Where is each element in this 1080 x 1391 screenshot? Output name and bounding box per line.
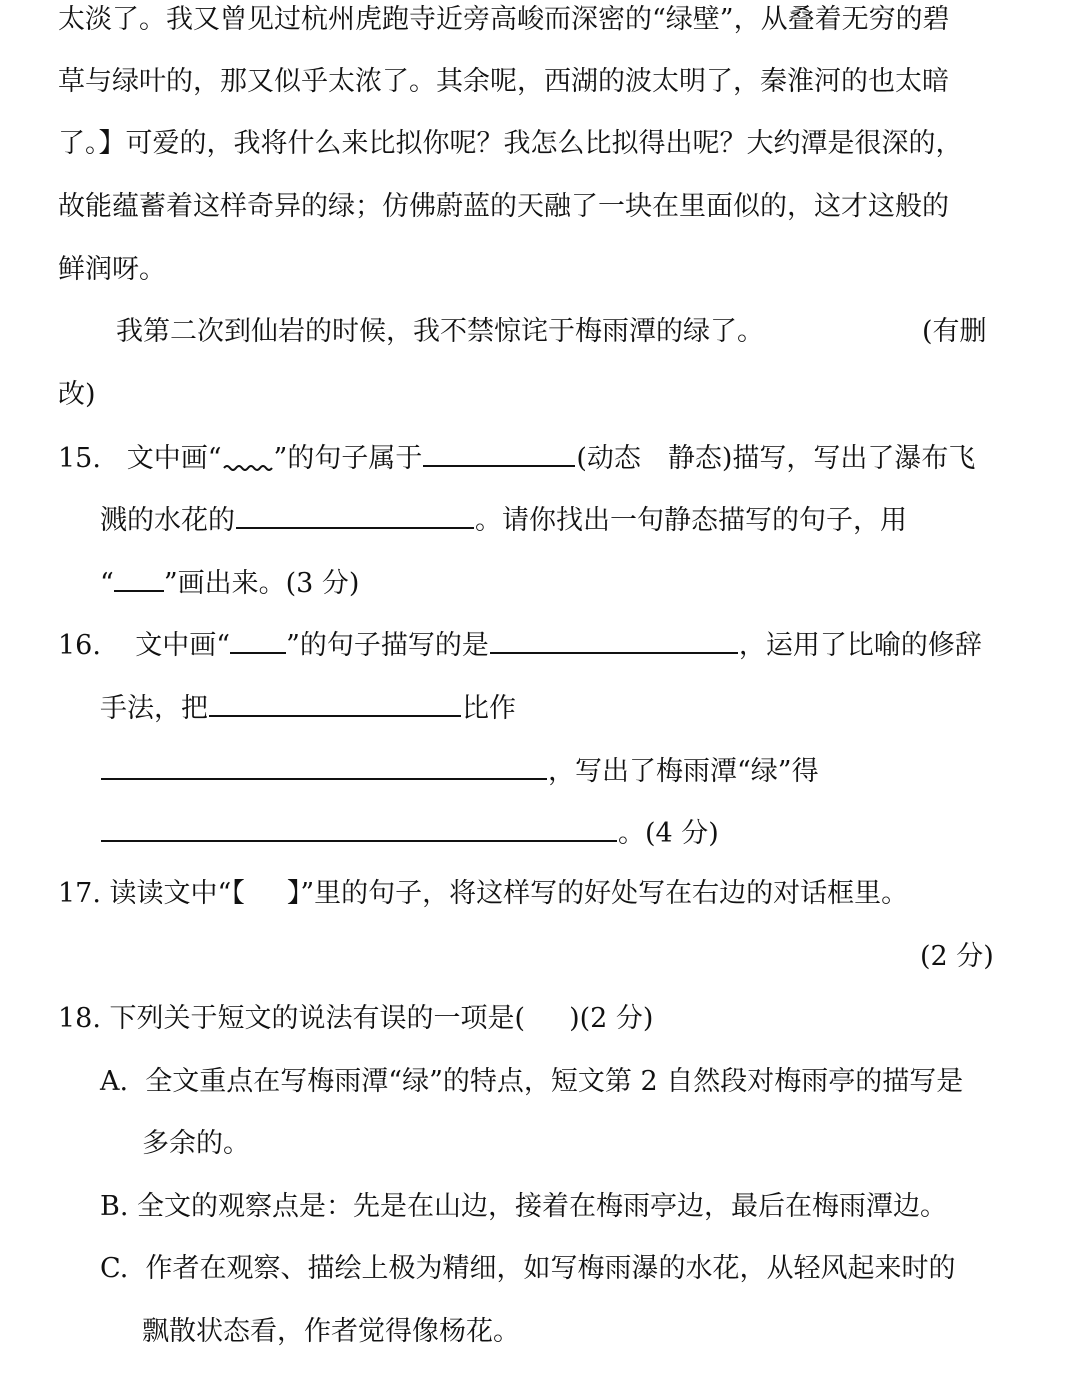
passage-line-4: 故能蕴蓄着这样奇异的绿；仿佛蔚蓝的天融了一块在里面似的，这才这般的 — [58, 191, 949, 222]
passage-note-end: 改) — [58, 379, 96, 410]
question-text: (动态 静态)描写，写出了瀑布飞 — [576, 443, 976, 474]
question-text: ，运用了比喻的修辞 — [738, 630, 982, 661]
answer-blank[interactable] — [101, 814, 617, 842]
question-16-line-2 — [100, 689, 516, 727]
option-text: 全文的观察点是：先是在山边，接着在梅雨亭边，最后在梅雨潭边。 — [137, 1191, 948, 1222]
option-a-line-2: 多余的。 — [142, 1128, 250, 1159]
question-text: ”画出来。(3 分) — [163, 568, 360, 599]
answer-blank[interactable] — [490, 626, 738, 654]
question-text: 溅的水花的 — [100, 505, 235, 536]
option-c-line-1[interactable] — [100, 1251, 955, 1287]
answer-blank[interactable] — [209, 689, 461, 717]
question-18-stem — [58, 1001, 653, 1037]
passage-line-1: 太淡了。我又曾见过杭州虎跑寺近旁高峻而深密的“绿壁”，从叠着无穷的碧 — [58, 4, 950, 35]
question-number: 18. — [58, 1003, 101, 1034]
question-text: 】”里的句子，将这样写的好处写在右边的对话框里。 — [286, 878, 909, 909]
question-text: ”的句子属于 — [273, 443, 423, 474]
passage-line-2: 草与绿叶的，那又似乎太浓了。其余呢，西湖的波太明了，秦淮河的也太暗 — [58, 66, 949, 97]
question-text: 。请你找出一句静态描写的句子，用 — [475, 505, 907, 536]
question-number: 16. — [58, 630, 101, 661]
question-15-line-3 — [100, 564, 359, 602]
option-text: 全文重点在写梅雨潭“绿”的特点，短文第 2 自然段对梅雨亭的描写是 — [145, 1066, 964, 1097]
question-text: ，写出了梅雨潭“绿”得 — [548, 756, 819, 787]
question-text: 下列关于短文的说法有误的一项是( — [109, 1003, 526, 1034]
option-letter: B. — [100, 1191, 129, 1222]
option-text: 作者在观察、描绘上极为精细，如写梅雨瀑的水花，从轻风起来时的 — [145, 1253, 956, 1284]
question-15-line-1 — [58, 439, 975, 477]
question-16-line-3 — [100, 752, 819, 790]
question-text: 手法，把 — [100, 693, 208, 724]
passage-line-5: 鲜润呀。 — [58, 254, 166, 285]
option-c-line-2: 飘散状态看，作者觉得像杨花。 — [142, 1316, 520, 1347]
question-text: 文中画“ — [135, 630, 231, 661]
question-17-line-1 — [58, 876, 908, 912]
underline-mark — [114, 564, 164, 592]
option-b-line-1[interactable] — [100, 1189, 947, 1225]
passage-note-start: (有删 — [922, 316, 987, 347]
question-text: “ — [100, 568, 114, 599]
passage-line-3: 了。】可爱的，我将什么来比拟你呢？我怎么比拟得出呢？大约潭是很深的， — [58, 128, 963, 159]
question-15-line-2 — [100, 501, 907, 539]
passage-line-6: 我第二次到仙岩的时候，我不禁惊诧于梅雨潭的绿了。 — [116, 316, 764, 347]
option-letter: C. — [100, 1253, 129, 1284]
underline-mark — [230, 626, 286, 654]
question-17-score: (2 分) — [920, 941, 994, 972]
answer-blank[interactable] — [236, 501, 474, 529]
question-text: 比作 — [462, 693, 516, 724]
answer-blank[interactable] — [423, 439, 575, 467]
option-a-line-1[interactable] — [100, 1064, 963, 1100]
option-letter: A. — [100, 1066, 129, 1097]
wavy-underline-mark — [222, 441, 274, 467]
question-text: 读读文中“【 — [109, 878, 245, 909]
question-text: )(2 分) — [569, 1003, 654, 1034]
question-16-line-1 — [58, 626, 982, 664]
question-number: 15. — [58, 443, 101, 474]
question-text: 文中画“ — [126, 443, 222, 474]
question-number: 17. — [58, 878, 101, 909]
question-text: ”的句子描写的是 — [286, 630, 489, 661]
question-text: 。(4 分) — [618, 818, 719, 849]
answer-blank[interactable] — [101, 752, 547, 780]
question-16-line-4 — [100, 814, 719, 852]
